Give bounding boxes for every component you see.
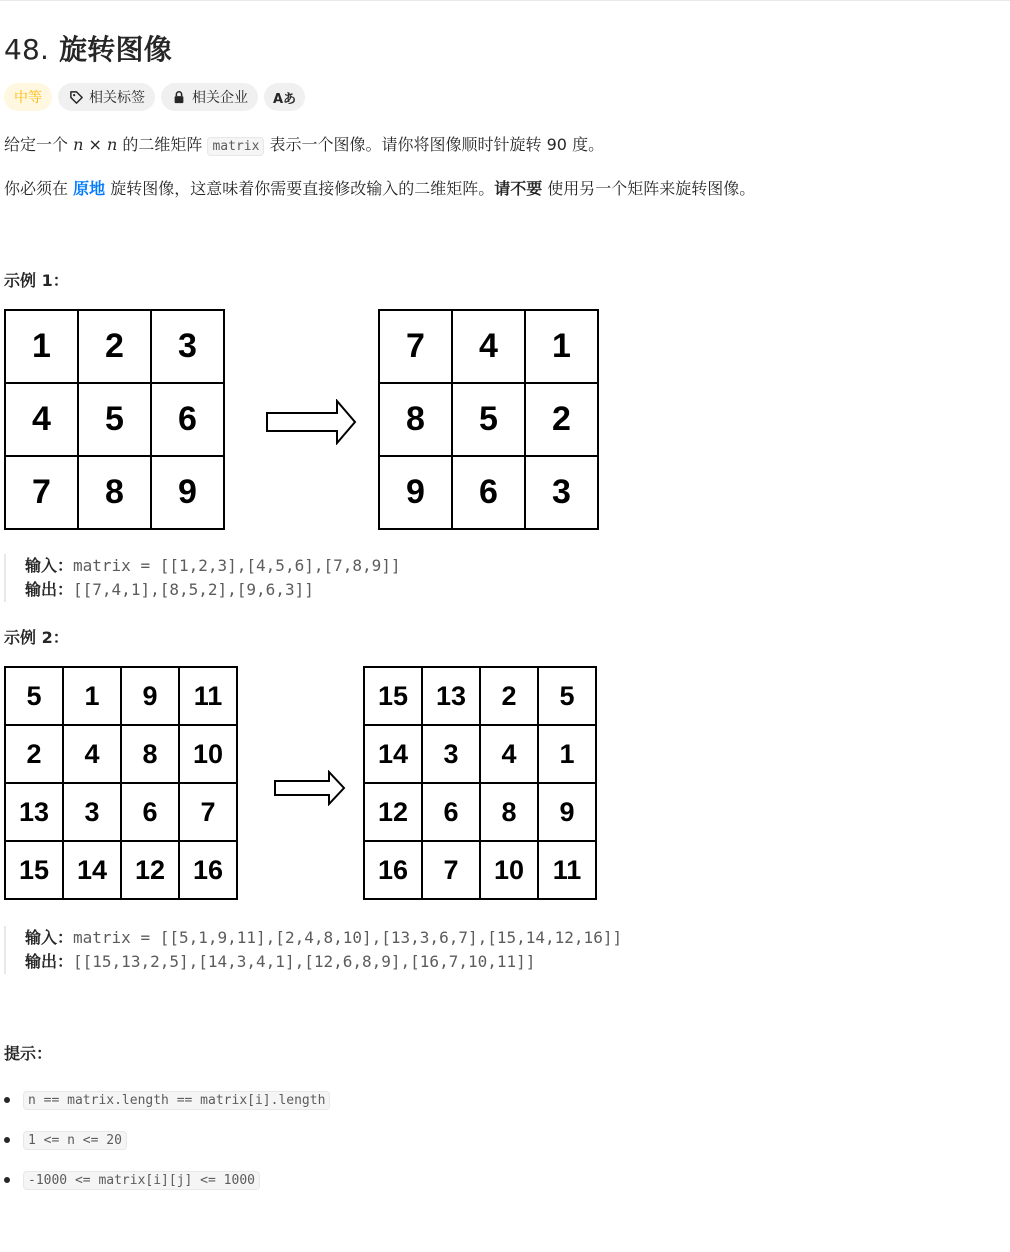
matrix-cell: 7 <box>179 783 237 841</box>
related-tags-label: 相关标签 <box>89 90 145 106</box>
text: 使用另一个矩阵来旋转图像。 <box>542 179 756 198</box>
matrix-cell: 10 <box>179 725 237 783</box>
matrix-cell: 8 <box>480 783 538 841</box>
problem-title <box>4 28 172 68</box>
example-1-input-line <box>25 554 401 578</box>
matrix-cell: 16 <box>179 841 237 899</box>
matrix-cell: 4 <box>63 725 121 783</box>
rotate-arrow-icon <box>265 399 359 445</box>
output-label: 输出： <box>25 580 74 599</box>
matrix-cell: 5 <box>538 667 596 725</box>
related-companies-label: 相关企业 <box>192 90 248 106</box>
description-paragraph-1 <box>4 134 604 158</box>
example-2-input-line <box>25 926 622 950</box>
example-2-output-line <box>25 950 622 974</box>
example-1-heading: 示例 1： <box>4 271 69 290</box>
input-value: matrix = [[5,1,9,11],[2,4,8,10],[13,3,6,7],[15,14,12,16]] <box>73 928 623 947</box>
matrix-cell: 4 <box>480 725 538 783</box>
text: × <box>83 135 107 154</box>
matrix-cell: 16 <box>364 841 422 899</box>
description-paragraph-2 <box>4 178 755 200</box>
matrix-cell: 3 <box>422 725 480 783</box>
matrix-cell: 7 <box>422 841 480 899</box>
hints-heading: 提示： <box>4 1044 53 1063</box>
matrix-cell: 1 <box>5 310 78 383</box>
text: 的二维矩阵 <box>117 135 208 154</box>
hint-item <box>4 1080 330 1120</box>
text: 旋转图像，这意味着你需要直接修改输入的二维矩阵。 <box>105 179 495 198</box>
example-1-io <box>4 554 401 602</box>
matrix-cell: 3 <box>63 783 121 841</box>
matrix-cell: 1 <box>525 310 598 383</box>
rotate-arrow-icon <box>273 770 347 806</box>
matrix-cell: 7 <box>5 456 78 529</box>
bullet-icon <box>4 1097 10 1103</box>
var-n: n <box>73 135 84 154</box>
bullet-icon <box>4 1137 10 1143</box>
matrix-cell: 8 <box>379 383 452 456</box>
matrix-cell: 9 <box>538 783 596 841</box>
input-label: 输入： <box>25 928 74 947</box>
problem-title-text: 旋转图像 <box>59 33 172 66</box>
matrix-cell: 15 <box>364 667 422 725</box>
output-value: [[15,13,2,5],[14,3,4,1],[12,6,8,9],[16,7,10,11]] <box>73 952 536 971</box>
example-2-io <box>4 926 622 974</box>
related-companies-button[interactable] <box>161 83 258 111</box>
example-1-output-matrix <box>378 309 599 530</box>
matrix-cell: 6 <box>151 383 224 456</box>
emphasis: 请不要 <box>494 179 543 198</box>
matrix-cell: 8 <box>78 456 151 529</box>
example-2-heading: 示例 2： <box>4 628 69 647</box>
matrix-cell: 4 <box>452 310 525 383</box>
matrix-cell: 6 <box>422 783 480 841</box>
input-value: matrix = [[1,2,3],[4,5,6],[7,8,9]] <box>73 556 401 575</box>
hint-code: -1000 <= matrix[i][j] <= 1000 <box>23 1171 260 1190</box>
matrix-cell: 9 <box>121 667 179 725</box>
matrix-cell: 5 <box>452 383 525 456</box>
matrix-cell: 3 <box>525 456 598 529</box>
top-divider <box>0 0 1010 1</box>
tag-icon <box>68 89 84 105</box>
matrix-cell: 11 <box>179 667 237 725</box>
matrix-cell: 12 <box>364 783 422 841</box>
matrix-cell: 3 <box>151 310 224 383</box>
matrix-cell: 2 <box>5 725 63 783</box>
problem-number: 48. <box>4 33 50 66</box>
in-place-link[interactable]: 原地 <box>73 179 106 198</box>
difficulty-badge[interactable] <box>4 83 52 111</box>
related-tags-button[interactable] <box>58 83 155 111</box>
matrix-cell: 6 <box>121 783 179 841</box>
matrix-cell: 6 <box>452 456 525 529</box>
difficulty-label: 中等 <box>14 90 42 106</box>
matrix-cell: 13 <box>422 667 480 725</box>
text: 你必须在 <box>4 179 74 198</box>
matrix-cell: 2 <box>480 667 538 725</box>
output-value: [[7,4,1],[8,5,2],[9,6,3]] <box>73 580 314 599</box>
matrix-cell: 1 <box>63 667 121 725</box>
matrix-cell: 2 <box>78 310 151 383</box>
bullet-icon <box>4 1177 10 1183</box>
hints-list <box>4 1080 330 1200</box>
matrix-cell: 1 <box>538 725 596 783</box>
matrix-cell: 14 <box>63 841 121 899</box>
example-1-input-matrix <box>4 309 225 530</box>
inline-code: matrix <box>207 137 264 156</box>
hint-item <box>4 1160 330 1200</box>
translate-button[interactable] <box>264 83 305 111</box>
matrix-cell: 7 <box>379 310 452 383</box>
matrix-cell: 5 <box>78 383 151 456</box>
example-2-input-matrix <box>4 666 238 900</box>
matrix-cell: 14 <box>364 725 422 783</box>
translate-icon: Aあ <box>273 91 297 107</box>
text: 表示一个图像。请你将图像顺时针旋转 90 度。 <box>264 135 605 154</box>
matrix-cell: 10 <box>480 841 538 899</box>
matrix-cell: 11 <box>538 841 596 899</box>
hint-item <box>4 1120 330 1160</box>
matrix-cell: 2 <box>525 383 598 456</box>
hint-code: 1 <= n <= 20 <box>23 1131 127 1150</box>
matrix-cell: 9 <box>379 456 452 529</box>
matrix-cell: 9 <box>151 456 224 529</box>
input-label: 输入： <box>25 556 74 575</box>
example-2-output-matrix <box>363 666 597 900</box>
var-n: n <box>106 135 118 154</box>
matrix-cell: 13 <box>5 783 63 841</box>
matrix-cell: 15 <box>5 841 63 899</box>
output-label: 输出： <box>25 952 74 971</box>
matrix-cell: 12 <box>121 841 179 899</box>
matrix-cell: 4 <box>5 383 78 456</box>
hint-code: n == matrix.length == matrix[i].length <box>23 1091 330 1110</box>
example-1-output-line <box>25 578 401 602</box>
tag-row <box>4 83 305 111</box>
lock-icon <box>171 89 187 105</box>
text: 给定一个 <box>4 135 74 154</box>
matrix-cell: 8 <box>121 725 179 783</box>
matrix-cell: 5 <box>5 667 63 725</box>
